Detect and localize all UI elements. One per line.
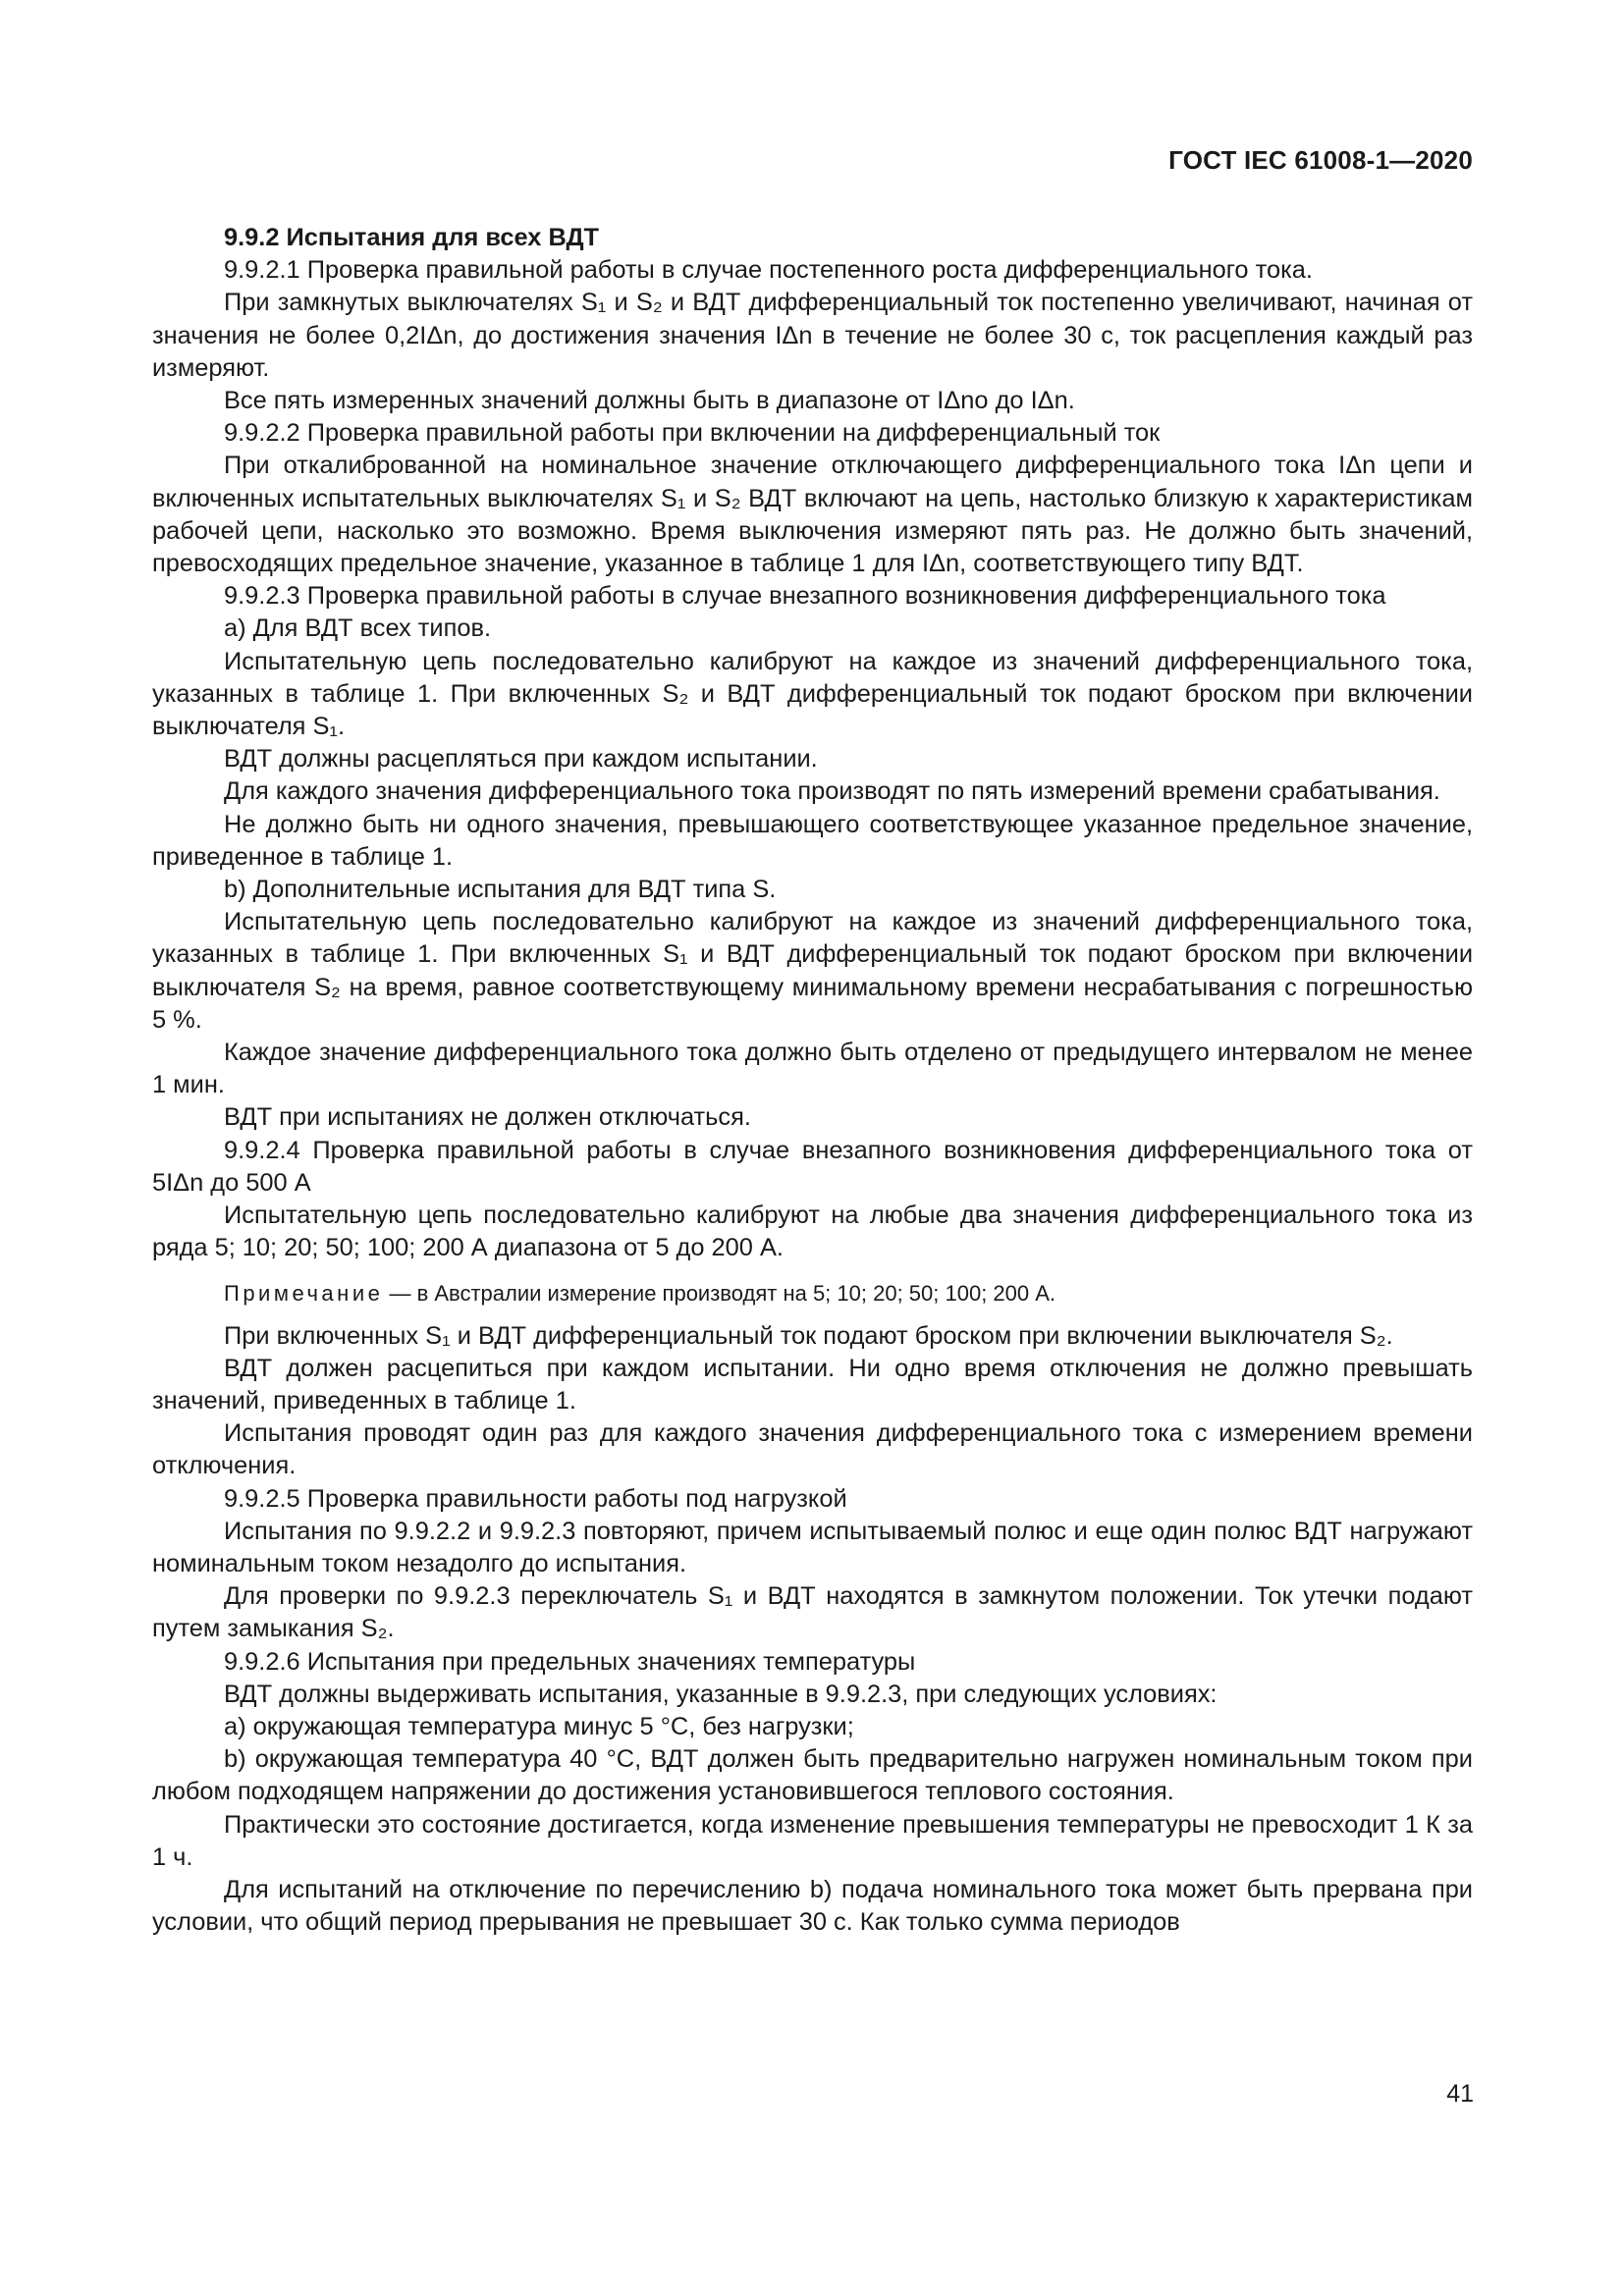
paragraph: a) Для ВДТ всех типов.	[224, 614, 492, 643]
paragraph: Испытательную цепь последовательно калибруют на каждое из значений дифференциального тока, указанных в таблице 1. При включенных S₂ и ВДТ дифференциальный ток подают броском при включении выключателя S₁.	[152, 647, 1473, 741]
paragraph: Испытания по 9.9.2.2 и 9.9.2.3 повторяют, причем испытываемый полюс и еще один полюс ВДТ нагружают номинальным током незадолго до испытания.	[152, 1517, 1473, 1577]
paragraph: b) окружающая температура 40 °С, ВДТ должен быть предварительно нагружен номинальным током при любом подходящем напряжении до достижения установившегося теплового состояния.	[152, 1745, 1473, 1806]
page-number: 41	[1446, 2080, 1474, 2108]
note-label: Примечание	[224, 1280, 384, 1306]
paragraph: a) окружающая температура минус 5 °С, без нагрузки;	[224, 1712, 854, 1740]
paragraph: ВДТ должны выдерживать испытания, указанные в 9.9.2.3, при следующих условиях:	[224, 1680, 1218, 1708]
paragraph: 9.9.2.6 Испытания при предельных значениях температуры	[224, 1647, 916, 1676]
paragraph: 9.9.2.5 Проверка правильности работы под нагрузкой	[224, 1484, 847, 1513]
paragraph: При включенных S₁ и ВДТ дифференциальный ток подают броском при включении выключателя S₂.	[224, 1321, 1393, 1350]
paragraph: Не должно быть ни одного значения, превышающего соответствующее указанное предельное значение, приведенное в таблице 1.	[152, 810, 1473, 871]
paragraph: 9.9.2.4 Проверка правильной работы в случае внезапного возникновения дифференциального тока от 5IΔn до 500 А	[152, 1136, 1473, 1197]
paragraph: Все пять измеренных значений должны быть в диапазоне от IΔno до IΔn.	[224, 387, 1075, 415]
note	[152, 1279, 1473, 1308]
paragraph: Для проверки по 9.9.2.3 переключатель S₁ и ВДТ находятся в замкнутом положении. Ток утечки подают путем замыкания S₂.	[152, 1582, 1473, 1643]
note-text: — в Австралии измерение производят на 5; 10; 20; 50; 100; 200 А.	[383, 1280, 1056, 1306]
paragraph: ВДТ при испытаниях не должен отключаться.	[224, 1103, 751, 1132]
paragraph: Каждое значение дифференциального тока должно быть отделено от предыдущего интервалом не менее 1 мин.	[152, 1039, 1473, 1099]
paragraph: 9.9.2.3 Проверка правильной работы в случае внезапного возникновения дифференциального тока	[224, 582, 1386, 611]
paragraph: При замкнутых выключателях S₁ и S₂ и ВДТ дифференциальный ток постепенно увеличивают, начиная от значения не более 0,2IΔn, до достижения значения IΔn в течение не более 30 с, ток расцепления каждый раз измеряют.	[152, 289, 1473, 382]
paragraph: 9.9.2.2 Проверка правильной работы при включении на дифференциальный ток	[224, 419, 1161, 448]
paragraph: ВДТ должны расцепляться при каждом испытании.	[224, 745, 818, 774]
section-heading: 9.9.2 Испытания для всех ВДТ	[224, 224, 600, 251]
paragraph: Испытательную цепь последовательно калибруют на каждое из значений дифференциального тока, указанных в таблице 1. При включенных S₁ и ВДТ дифференциальный ток подают броском при включении выключателя S₂ на время, равное соответствующему минимальному времени несрабатывания с погрешностью 5 %.	[152, 908, 1473, 1034]
paragraph: 9.9.2.1 Проверка правильной работы в случае постепенного роста дифференциального тока.	[224, 256, 1313, 285]
paragraph: При откалиброванной на номинальное значение отключающего дифференциального тока IΔn цепи и включенных испытательных выключателях S₁ и S₂ ВДТ включают на цепь, настолько близкую к характеристикам рабочей цепи, насколько это возможно. Время выключения измеряют пять раз. Не должно быть значений, превосходящих предельное значение, указанное в таблице 1 для IΔn, соответствующего типу ВДТ.	[152, 452, 1473, 578]
paragraph: Испытательную цепь последовательно калибруют на любые два значения дифференциального тока из ряда 5; 10; 20; 50; 100; 200 А диапазона от 5 до 200 А.	[152, 1201, 1473, 1262]
paragraph: Для испытаний на отключение по перечислению b) подача номинального тока может быть прервана при условии, что общий период прерывания не превышает 30 с. Как только сумма периодов	[152, 1875, 1473, 1937]
paragraph: Испытания проводят один раз для каждого значения дифференциального тока с измерением времени отключения.	[152, 1419, 1473, 1480]
paragraph: Для каждого значения дифференциального тока производят по пять измерений времени срабатывания.	[224, 777, 1440, 806]
paragraph: Практически это состояние достигается, когда изменение превышения температуры не превосходит 1 К за 1 ч.	[152, 1810, 1473, 1871]
document-body	[152, 222, 1473, 1939]
paragraph: b) Дополнительные испытания для ВДТ типа S.	[224, 876, 777, 904]
document-id: ГОСТ IEC 61008-1—2020	[1168, 145, 1473, 175]
paragraph: ВДТ должен расцепиться при каждом испытании. Ни одно время отключения не должно превышать значений, приведенных в таблице 1.	[152, 1354, 1473, 1415]
